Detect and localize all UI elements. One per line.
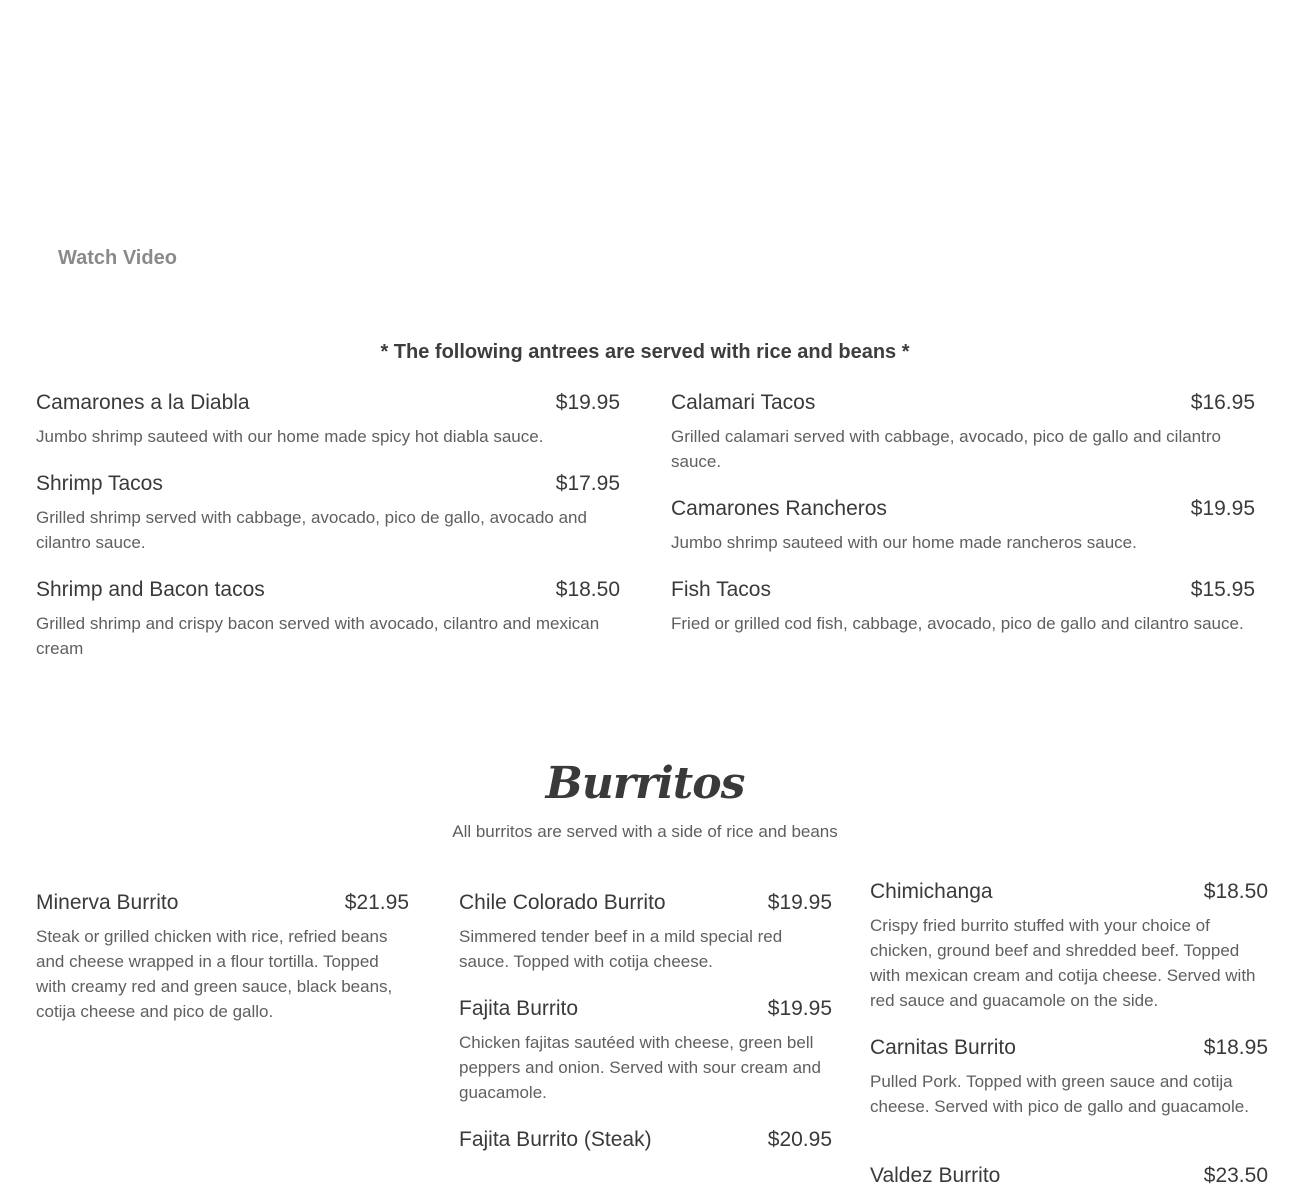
item-price: $18.50 bbox=[1203, 880, 1268, 903]
item-name: Shrimp and Bacon tacos bbox=[36, 578, 265, 601]
item-name: Camarones Rancheros bbox=[671, 497, 887, 520]
entrees-note: * The following antrees are served with rice and beans * bbox=[380, 341, 910, 363]
section-subtitle: All burritos are served with a side of rice and beans bbox=[452, 822, 838, 841]
item-price: $18.50 bbox=[555, 578, 620, 601]
item-description: Chicken fajitas sautéed with cheese, green bell peppers and onion. Served with sour cream and guacamole. bbox=[459, 1033, 821, 1102]
menu-item bbox=[459, 1127, 832, 1153]
item-price: $17.95 bbox=[555, 472, 620, 495]
item-description: Crispy fried burrito stuffed with your choice of chicken, ground beef and shredded beef. Topped with mexican cream and cotija cheese. Served with red sauce and guacamole on the side. bbox=[870, 916, 1256, 1010]
item-price: $21.95 bbox=[344, 891, 409, 914]
item-name: Fajita Burrito bbox=[459, 997, 579, 1020]
item-name: Carnitas Burrito bbox=[870, 1036, 1016, 1059]
menu-item bbox=[671, 390, 1255, 474]
menu-item bbox=[36, 471, 620, 555]
item-price: $23.50 bbox=[1203, 1164, 1268, 1187]
menu-item bbox=[36, 890, 409, 1024]
item-description: Grilled shrimp and crispy bacon served with avocado, cilantro and mexican cream bbox=[36, 614, 600, 658]
item-price: $19.95 bbox=[767, 891, 832, 914]
menu-item bbox=[671, 496, 1255, 555]
menu-item bbox=[671, 577, 1255, 636]
item-price: $19.95 bbox=[555, 391, 620, 414]
menu-item bbox=[870, 1163, 1268, 1189]
watch-video-link[interactable]: Watch Video bbox=[58, 247, 177, 269]
menu-item bbox=[459, 890, 832, 974]
item-price: $19.95 bbox=[1190, 497, 1255, 520]
menu-item bbox=[36, 577, 620, 661]
item-name: Minerva Burrito bbox=[36, 891, 179, 914]
item-description: Pulled Pork. Topped with green sauce and cotija cheese. Served with pico de gallo and guacamole. bbox=[870, 1072, 1249, 1116]
menu-item bbox=[870, 1035, 1268, 1119]
menu-item bbox=[870, 879, 1268, 1013]
item-description: Steak or grilled chicken with rice, refried beans and cheese wrapped in a flour tortilla. Topped with creamy red and green sauce, black beans, cotija cheese and pico de gallo. bbox=[36, 927, 393, 1021]
item-name: Valdez Burrito bbox=[870, 1164, 1001, 1187]
item-price: $20.95 bbox=[767, 1128, 832, 1151]
item-name: Chile Colorado Burrito bbox=[459, 891, 666, 914]
item-description: Simmered tender beef in a mild special red sauce. Topped with cotija cheese. bbox=[459, 927, 783, 971]
item-price: $15.95 bbox=[1190, 578, 1255, 601]
item-price: $18.95 bbox=[1203, 1036, 1268, 1059]
item-name: Chimichanga bbox=[870, 880, 993, 903]
menu-item bbox=[36, 390, 620, 449]
item-description: Fried or grilled cod fish, cabbage, avocado, pico de gallo and cilantro sauce. bbox=[671, 614, 1244, 633]
item-name: Calamari Tacos bbox=[671, 391, 816, 414]
item-name: Fajita Burrito (Steak) bbox=[459, 1128, 652, 1151]
item-description: Grilled calamari served with cabbage, avocado, pico de gallo and cilantro sauce. bbox=[671, 427, 1221, 471]
item-name: Shrimp Tacos bbox=[36, 472, 163, 495]
item-description: Jumbo shrimp sauteed with our home made rancheros sauce. bbox=[671, 533, 1137, 552]
item-name: Fish Tacos bbox=[671, 578, 771, 601]
item-price: $16.95 bbox=[1190, 391, 1255, 414]
item-name: Camarones a la Diabla bbox=[36, 391, 250, 414]
item-price: $19.95 bbox=[767, 997, 832, 1020]
menu-item bbox=[459, 996, 832, 1105]
item-description: Jumbo shrimp sauteed with our home made spicy hot diabla sauce. bbox=[36, 427, 544, 446]
item-description: Grilled shrimp served with cabbage, avocado, pico de gallo, avocado and cilantro sauce. bbox=[36, 508, 587, 552]
section-title: Burritos bbox=[545, 758, 745, 809]
